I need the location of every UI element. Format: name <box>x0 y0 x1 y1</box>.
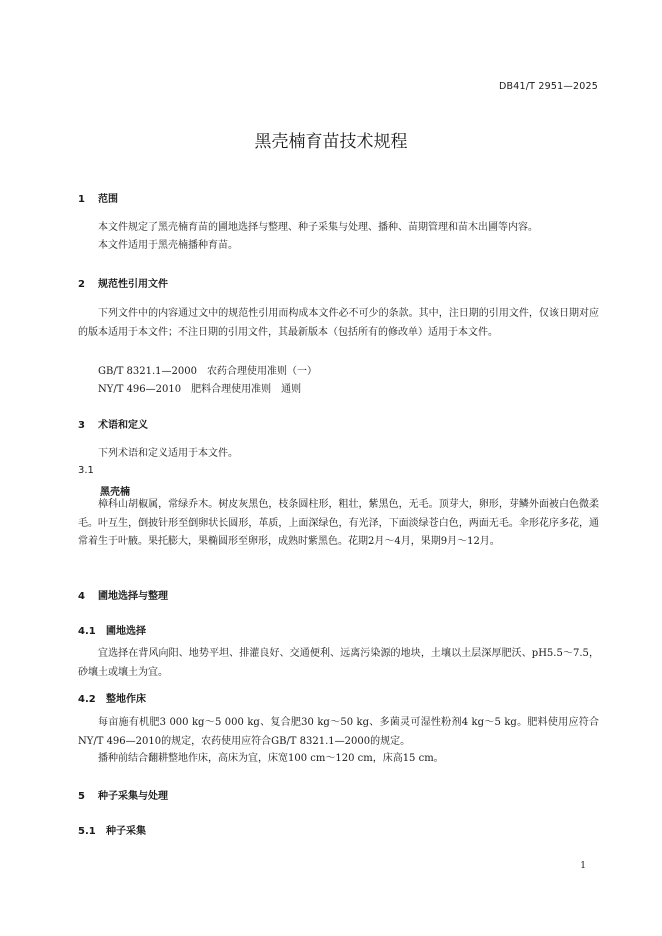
section-title: 种子采集与处理 <box>98 791 168 802</box>
subsection-title: 种子采集 <box>106 826 146 837</box>
scope-paragraph-1: 本文件规定了黑壳楠育苗的圃地选择与整理、种子采集与处理、播种、苗期管理和苗木出圃等内容。 <box>98 222 538 233</box>
nursery-site-paragraph: 宜选择在背风向阳、地势平坦、排灌良好、交通便利、远离污染源的地块，土壤以土层深厚肥沃、pH5.5～7.5，砂壤土或壤土为宜。 <box>78 648 599 678</box>
section-number: 1 <box>78 194 85 205</box>
page-title: 黑壳楠育苗技术规程 <box>254 132 408 152</box>
term-name: 黑壳楠 <box>100 487 130 498</box>
section-5-heading <box>78 787 168 802</box>
subsection-title: 整地作床 <box>106 694 146 705</box>
subsection-number: 4.2 <box>78 694 96 705</box>
section-number: 2 <box>78 279 85 290</box>
section-4-2-heading <box>78 690 146 705</box>
section-title: 范围 <box>98 194 118 205</box>
section-4-1-heading <box>78 622 146 637</box>
section-2-heading <box>78 275 168 290</box>
section-4-heading <box>78 587 168 602</box>
terms-intro-paragraph: 下列术语和定义适用于本文件。 <box>98 448 238 459</box>
term-definition: 樟科山胡椒属，常绿乔木。树皮灰黑色，枝条圆柱形，粗壮，紫黑色，无毛。顶芽大，卵形，芽鳞外面被白色微柔毛。叶互生，倒披针形至倒卵状长圆形，革质，上面深绿色，有光泽，下面淡绿苍白色，两面无毛。伞形花序多花，通常着生于叶腋。果托膨大，果椭圆形至卵形，成熟时紫黑色。花期2月～4月，果期9月～12月。 <box>78 499 599 547</box>
subsection-number: 4.1 <box>78 626 96 637</box>
reference-ny-t-496: NY/T 496—2010 肥料合理使用准则 通则 <box>98 384 302 395</box>
section-3-heading <box>78 416 148 431</box>
page-number: 1 <box>580 861 586 871</box>
section-5-1-heading <box>78 822 146 837</box>
bed-preparation-paragraph-1: 每亩施有机肥3 000 kg～5 000 kg、复合肥30 kg～50 kg、多菌灵可湿性粉剂4 kg～5 kg。肥料使用应符合NY/T 496—2010的规定，农药使用应符合GB/T 8321.1—2000的规定。 <box>78 717 599 747</box>
bed-preparation-paragraph-2: 播种前结合翻耕整地作床，高床为宜，床宽100 cm～120 cm，床高15 cm。 <box>98 753 444 764</box>
section-title: 圃地选择与整理 <box>98 591 168 602</box>
subsection-title: 圃地选择 <box>106 626 146 637</box>
normative-references-paragraph: 下列文件中的内容通过文中的规范性引用而构成本文件必不可少的条款。其中，注日期的引用文件，仅该日期对应的版本适用于本文件；不注日期的引用文件，其最新版本（包括所有的修改单）适用于本文件。 <box>78 308 599 338</box>
section-number: 3 <box>78 420 85 431</box>
document-id: DB41/T 2951—2025 <box>499 81 598 92</box>
section-1-heading <box>78 190 118 205</box>
section-title: 术语和定义 <box>98 420 148 431</box>
section-title: 规范性引用文件 <box>98 279 168 290</box>
scope-paragraph-2: 本文件适用于黑壳楠播种育苗。 <box>98 240 238 251</box>
section-number: 5 <box>78 791 85 802</box>
section-number: 4 <box>78 591 85 602</box>
subsection-number: 5.1 <box>78 826 96 837</box>
reference-gb-t-8321: GB/T 8321.1—2000 农药合理使用准则（一） <box>98 366 317 377</box>
term-number: 3.1 <box>78 465 94 476</box>
